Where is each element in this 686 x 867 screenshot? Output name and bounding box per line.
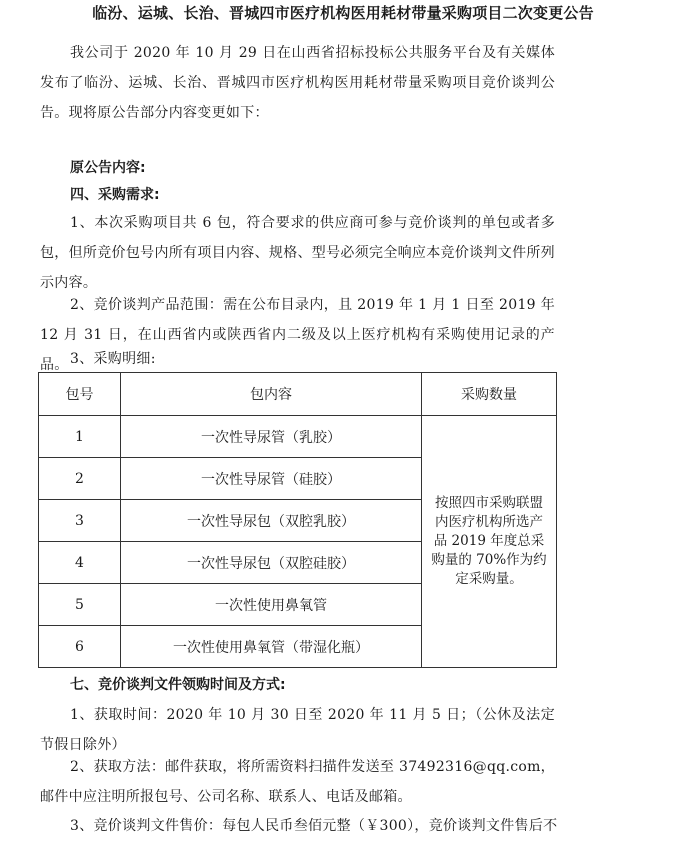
package-content: 一次性使用鼻氧管（带湿化瓶） bbox=[121, 626, 422, 668]
purchase-detail-table bbox=[38, 372, 557, 668]
header-quantity: 采购数量 bbox=[422, 373, 557, 416]
package-no: 1 bbox=[39, 416, 121, 458]
section-4-heading: 四、采购需求: bbox=[70, 187, 160, 203]
package-no: 4 bbox=[39, 542, 121, 584]
package-content: 一次性导尿管（硅胶） bbox=[121, 458, 422, 500]
intro-paragraph: 我公司于 2020 年 10 月 29 日在山西省招标投标公共服务平台及有关媒体发布了临汾、运城、长治、晋城四市医疗机构医用耗材带量采购项目竞价谈判公告。现将原公告部分内容变更如下： bbox=[40, 45, 555, 121]
section-4-item-3: 3、采购明细: bbox=[70, 351, 156, 367]
header-package-no: 包号 bbox=[39, 373, 121, 416]
package-content: 一次性导尿包（双腔乳胶） bbox=[121, 500, 422, 542]
table-header-row bbox=[39, 373, 557, 416]
package-no: 3 bbox=[39, 500, 121, 542]
section-4-item-2: 2、竞价谈判产品范围：需在公布目录内，且 2019 年 1 月 1 日至 2019 年 12 月 31 日，在山西省内或陕西省内二级及以上医疗机构有采购使用记录的产品。 bbox=[40, 297, 555, 373]
package-no: 2 bbox=[39, 458, 121, 500]
package-content: 一次性导尿管（乳胶） bbox=[121, 416, 422, 458]
document-title: 临汾、运城、长治、晋城四市医疗机构医用耗材带量采购项目二次变更公告 bbox=[92, 4, 594, 22]
package-content: 一次性导尿包（双腔硅胶） bbox=[121, 542, 422, 584]
section-7-item-1: 1、获取时间：2020 年 10 月 30 日至 2020 年 11 月 5 日；（公休及法定节假日除外） bbox=[40, 707, 555, 753]
table-row bbox=[39, 416, 557, 458]
section-7-item-2: 2、获取方法：邮件获取，将所需资料扫描件发送至 37492316@qq.com，邮件中应注明所报包号、公司名称、联系人、电话及邮箱。 bbox=[40, 759, 555, 805]
section-4-item-1: 1、本次采购项目共 6 包，符合要求的供应商可参与竞价谈判的单包或者多包，但所竞价包号内所有项目内容、规格、型号必须完全响应本竞价谈判文件所列示内容。 bbox=[40, 215, 555, 291]
section-7-item-3: 3、竞价谈判文件售价：每包人民币叁佰元整（￥300），竞价谈判文件售后不 bbox=[70, 818, 558, 834]
package-no: 6 bbox=[39, 626, 121, 668]
package-content: 一次性使用鼻氧管 bbox=[121, 584, 422, 626]
section-7-heading: 七、竞价谈判文件领购时间及方式: bbox=[70, 677, 286, 693]
quantity-cell bbox=[422, 416, 557, 668]
original-content-label: 原公告内容: bbox=[70, 160, 146, 176]
header-package-content: 包内容 bbox=[121, 373, 422, 416]
package-no: 5 bbox=[39, 584, 121, 626]
quantity-text: 按照四市采购联盟内医疗机构所选产品 2019 年度总采购量的 70%作为约定采购量。 bbox=[431, 495, 547, 587]
